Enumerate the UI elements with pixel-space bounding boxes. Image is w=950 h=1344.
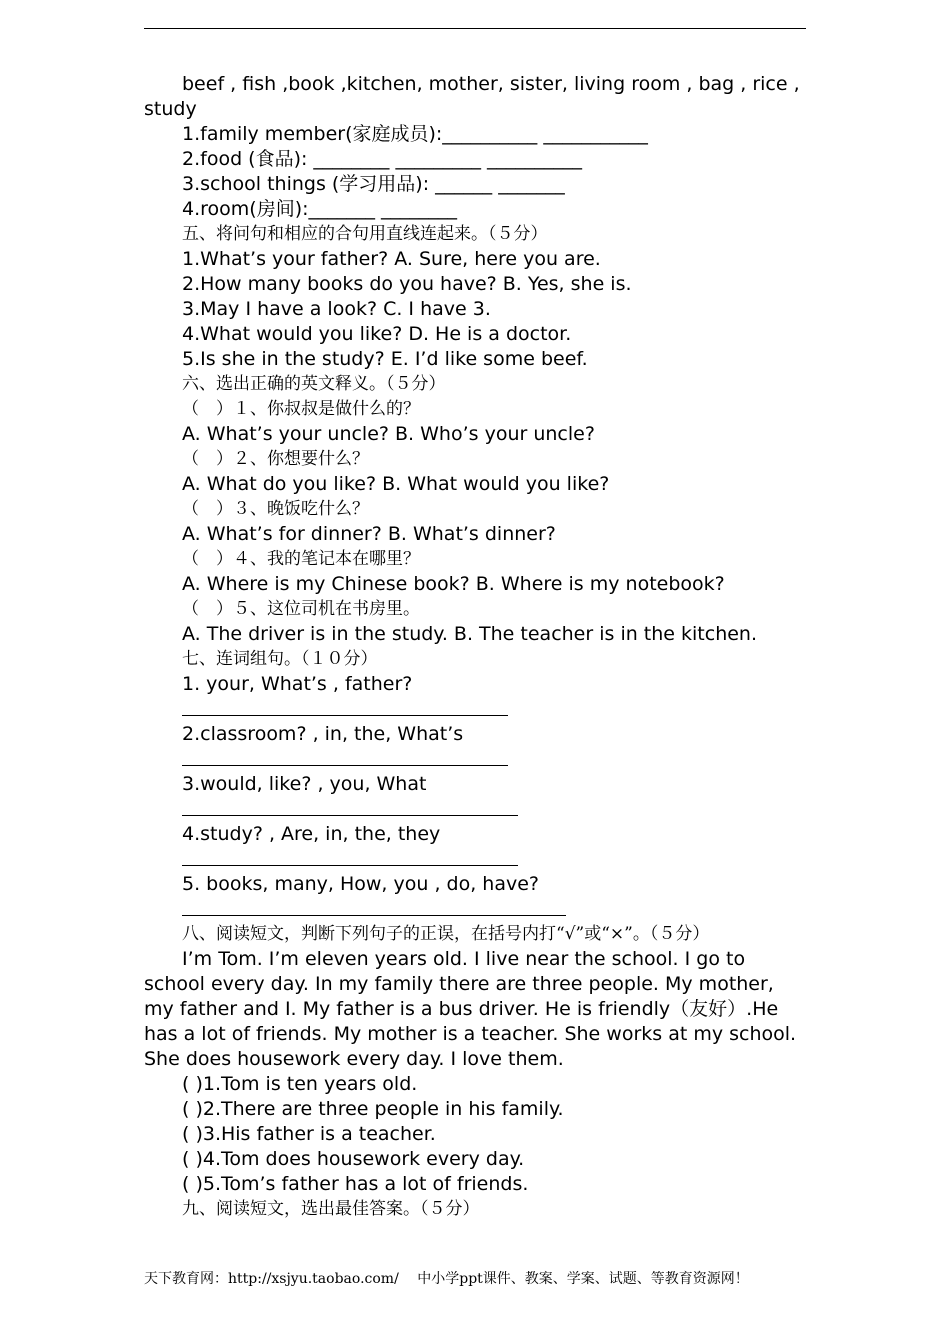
answer-line	[182, 847, 806, 872]
header-rule	[144, 28, 806, 29]
choice-question: （ ）１、你叔叔是做什么的？	[182, 399, 420, 419]
word-order-item: 2.classroom? , in, the, What’s	[182, 723, 464, 745]
answer-line	[182, 747, 806, 772]
match-item: 4.What would you like? D. He is a doctor.	[182, 323, 572, 345]
choice-options: A. Where is my Chinese book? B. Where is my notebook?	[182, 573, 725, 595]
choice-options: A. What’s for dinner? B. What’s dinner?	[182, 523, 556, 545]
word-order-item: 3.would, like? , you, What	[182, 773, 427, 795]
vocab-item: 1.family member(家庭成员):__________ ___________	[182, 123, 648, 145]
match-item: 1.What’s your father? A. Sure, here you are.	[182, 248, 601, 270]
match-item: 5.Is she in the study? E. I’d like some beef.	[182, 348, 588, 370]
choice-options: A. The driver is in the study. B. The teacher is in the kitchen.	[182, 623, 758, 645]
vocab-word-list: beef , fish ,book ,kitchen, mother, sister, living room , bag , rice , study	[144, 73, 800, 120]
true-false-item: ( )5.Tom’s father has a lot of friends.	[182, 1173, 529, 1195]
section-5-heading: 五、将问句和相应的合句用直线连起来。（５分）	[182, 224, 548, 244]
match-item: 2.How many books do you have? B. Yes, she is.	[182, 273, 632, 295]
choice-question: （ ）４、我的笔记本在哪里？	[182, 549, 420, 569]
word-order-item: 1. your, What’s , father?	[182, 673, 413, 695]
vocab-item: 2.food (食品): ________ _________ __________	[182, 148, 583, 170]
vocab-item: 4.room(房间):_______ ________	[182, 198, 458, 220]
match-item: 3.May I have a look? C. I have 3.	[182, 298, 491, 320]
section-7-heading: 七、连词组句。（１０分）	[182, 649, 378, 669]
section-6-heading: 六、选出正确的英文释义。（５分）	[182, 374, 446, 394]
true-false-item: ( )4.Tom does housework every day.	[182, 1148, 525, 1170]
true-false-item: ( )3.His father is a teacher.	[182, 1123, 436, 1145]
true-false-item: ( )2.There are three people in his family.	[182, 1098, 564, 1120]
choice-options: A. What do you like? B. What would you like?	[182, 473, 610, 495]
answer-line	[182, 797, 806, 822]
choice-options: A. What’s your uncle? B. Who’s your uncle?	[182, 423, 595, 445]
choice-question: （ ）５、这位司机在书房里。	[182, 599, 420, 619]
section-8-heading: 八、阅读短文，判断下列句子的正误，在括号内打“√”或“×”。（５分）	[182, 924, 710, 944]
answer-line	[182, 897, 806, 922]
true-false-item: ( )1.Tom is ten years old.	[182, 1073, 418, 1095]
answer-line	[182, 697, 806, 722]
worksheet-content	[144, 72, 806, 1222]
choice-question: （ ）２、你想要什么？	[182, 449, 369, 469]
word-order-item: 4.study? , Are, in, the, they	[182, 823, 441, 845]
vocab-item: 3.school things (学习用品): ______ _______	[182, 173, 565, 195]
choice-question: （ ）３、晚饭吃什么？	[182, 499, 369, 519]
page-footer: 天下教育网：http://xsjyu.taobao.com/ 中小学ppt课件、教案、学案、试题、等教育资源网！	[144, 1271, 749, 1287]
word-order-item: 5. books, many, How, you , do, have?	[182, 873, 540, 895]
section-9-heading: 九、阅读短文，选出最佳答案。（５分）	[182, 1199, 480, 1219]
reading-passage: I’m Tom. I’m eleven years old. I live near the school. I go to school every day. In my family there are three people. My mother, my father and I. My father is a bus driver. He is friendly（友好）.He has a lot of friends. My mother is a teacher. She works at my school. She does housework every day. I love them.	[144, 948, 797, 1070]
